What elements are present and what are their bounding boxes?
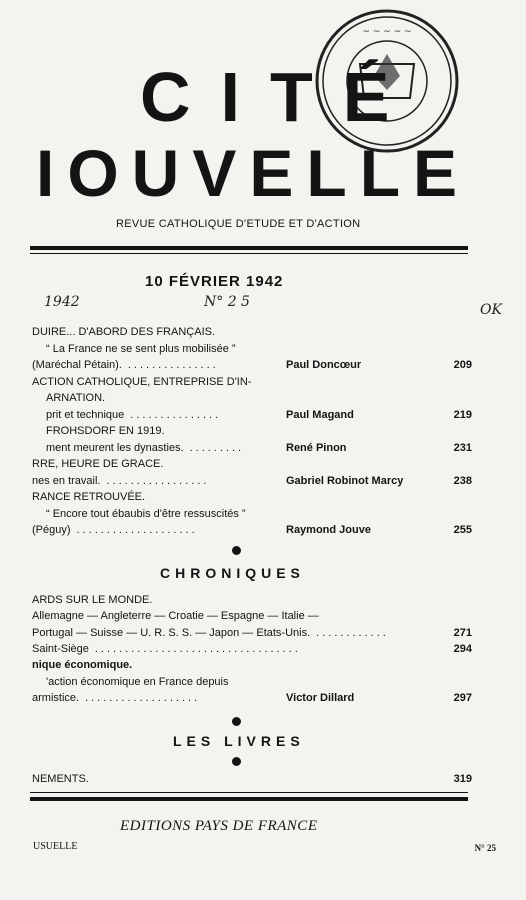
toc-entry-page: 297	[453, 691, 472, 704]
toc-entry	[46, 506, 472, 522]
leader-dots: ...................	[85, 691, 201, 704]
toc-entry-page: 294	[453, 642, 472, 655]
toc-entry	[32, 357, 472, 373]
masthead-title-line1: CITÉ	[140, 58, 420, 136]
handwritten-ok: OK	[480, 302, 502, 318]
toc-entry-page: 238	[453, 474, 472, 487]
leader-dots: .........	[189, 441, 245, 454]
toc-entry	[46, 341, 472, 357]
masthead-title-line2: IOUVELLE	[36, 136, 471, 210]
leader-dots: ...............	[130, 408, 222, 421]
toc-entry-title: Allemagne — Angleterre — Croatie — Espagne — Italie —	[32, 610, 319, 623]
leader-dots: .................	[106, 474, 210, 487]
toc-entry	[46, 407, 472, 423]
issue-date: 10 FÉVRIER 1942	[145, 273, 284, 290]
toc-entry-title: DUIRE... D'ABORD DES FRANÇAIS.	[32, 326, 216, 338]
toc-entry-title: Saint-Siège	[32, 642, 89, 655]
divider	[30, 797, 468, 801]
footer-left-label: USUELLE	[33, 841, 78, 852]
toc-entry-title: ACTION CATHOLIQUE, ENTREPRISE D'IN-	[32, 375, 252, 388]
toc-entry	[32, 473, 472, 489]
toc-entry-author: Gabriel Robinot Marcy	[286, 474, 404, 487]
subscriptions-page: 319	[453, 773, 472, 785]
toc-entry-title: prit et technique	[46, 408, 125, 421]
toc-entry-author: Raymond Jouve	[286, 524, 371, 536]
toc-entry	[32, 489, 472, 505]
toc-entry	[32, 608, 472, 624]
toc-entry-title: FROHSDORF EN 1919.	[46, 425, 165, 437]
toc-entry-author: Victor Dillard	[286, 691, 355, 704]
toc-entry	[46, 440, 472, 456]
toc-entry-page: 219	[453, 408, 472, 421]
masthead-subtitle: REVUE CATHOLIQUE D'ETUDE ET D'ACTION	[116, 218, 361, 230]
toc-entry	[32, 324, 472, 340]
books-heading: LES LIVRES	[173, 733, 305, 749]
toc-entry-title: ARNATION.	[46, 392, 106, 404]
toc-entry	[32, 374, 472, 390]
section-bullet	[232, 717, 241, 726]
subscriptions-title: NEMENTS.	[32, 773, 89, 785]
issue-number: N° 25	[474, 843, 496, 853]
toc-entry-title: nes en travail.	[32, 474, 101, 487]
toc-entry-title: nique économique.	[32, 659, 133, 672]
divider	[30, 792, 468, 793]
divider	[30, 253, 468, 254]
toc-entry-page: 231	[453, 441, 472, 454]
subscriptions-row	[32, 771, 472, 787]
leader-dots: ............	[316, 626, 389, 639]
handwritten-year: 1942	[44, 294, 80, 310]
leader-dots: ...............	[127, 359, 219, 371]
toc-entry-title: (Maréchal Pétain).	[32, 359, 122, 371]
toc-entry-author: Paul Magand	[286, 408, 354, 421]
toc-entry-title: armistice.	[32, 691, 80, 704]
chronicles-heading: CHRONIQUES	[160, 565, 305, 581]
toc-entry	[46, 423, 472, 439]
toc-entry-title: Portugal — Suisse — U. R. S. S. — Japon — Etats-Unis.	[32, 626, 311, 639]
toc-entry-author: René Pinon	[286, 441, 347, 454]
toc-entry	[32, 456, 472, 472]
toc-entry	[32, 522, 472, 538]
toc-entry-author: Paul Doncœur	[286, 359, 362, 371]
section-bullet	[232, 546, 241, 555]
toc-entry-title: 'action économique en France depuis	[46, 675, 229, 688]
toc-entry-title: “ La France ne se sent plus mobilisée ”	[46, 342, 236, 355]
leader-dots: ....................	[76, 524, 198, 536]
publisher-name: EDITIONS PAYS DE FRANCE	[120, 818, 318, 834]
toc-entry-title: ment meurent les dynasties.	[46, 441, 184, 454]
toc-entry-title: ARDS SUR LE MONDE.	[32, 594, 153, 606]
toc-entry	[46, 390, 472, 406]
toc-entry-title: (Péguy)	[32, 524, 71, 536]
toc-entry	[32, 641, 472, 657]
toc-entry-title: “ Encore tout ébaubis d'être ressuscités ”	[46, 507, 246, 520]
svg-text:~ ~ ~ ~ ~: ~ ~ ~ ~ ~	[362, 27, 412, 37]
toc-entry-page: 271	[453, 626, 472, 639]
toc-entry	[32, 690, 472, 706]
toc-entry	[32, 625, 472, 641]
handwritten-number: N° 2 5	[204, 294, 250, 310]
toc-entry-page: 209	[453, 359, 472, 371]
toc-entry	[32, 592, 472, 608]
leader-dots: ..................................	[94, 642, 301, 655]
toc-entry	[46, 674, 472, 690]
toc-entry-title: RRE, HEURE DE GRACE.	[32, 458, 164, 470]
toc-entry	[32, 657, 472, 673]
section-bullet	[232, 757, 241, 766]
toc-entry-title: RANCE RETROUVÉE.	[32, 491, 146, 503]
toc-entry-page: 255	[453, 524, 472, 536]
divider	[30, 246, 468, 250]
